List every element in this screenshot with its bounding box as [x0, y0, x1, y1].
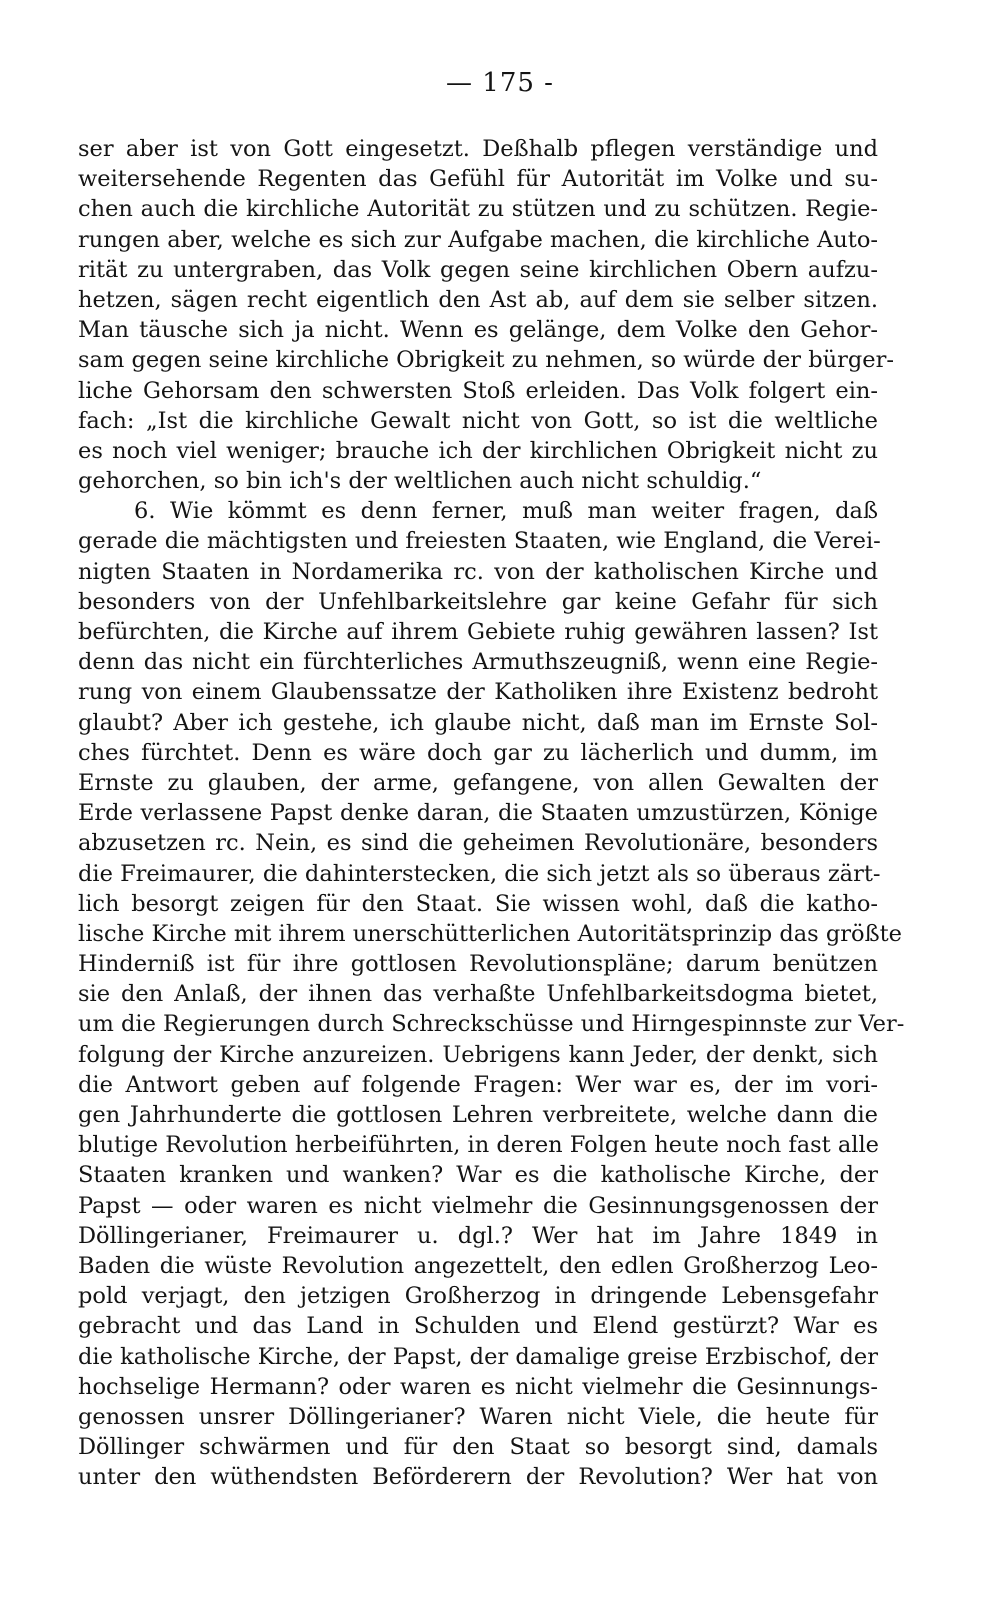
text-line: die Antwort geben auf folgende Fragen: Wer war es, der im vori- [78, 1071, 878, 1098]
text-line: sie den Anlaß, der ihnen das verhaßte Unfehlbarkeitsdogma bietet, [78, 981, 878, 1008]
text-line: Döllingerianer, Freimaurer u. dgl.? Wer hat im Jahre 1849 in [78, 1222, 878, 1249]
text-line: fach: „Ist die kirchliche Gewalt nicht von Gott, so ist die weltliche [78, 407, 878, 434]
text-line: Papst — oder waren es nicht vielmehr die Gesinnungsgenossen der [78, 1192, 878, 1219]
text-line: Döllinger schwärmen und für den Staat so besorgt sind, damals [78, 1434, 878, 1461]
text-line: hetzen, sägen recht eigentlich den Ast ab, auf dem sie selber sitzen. [78, 286, 878, 313]
text-line: Erde verlassene Papst denke daran, die Staaten umzustürzen, Könige [78, 800, 878, 827]
text-line: gerade die mächtigsten und freiesten Staaten, wie England, die Verei- [78, 528, 881, 555]
text-line: hochselige Hermann? oder waren es nicht vielmehr die Gesinnungs- [78, 1373, 878, 1400]
text-line: Ernste zu glauben, der arme, gefangene, von allen Gewalten der [78, 769, 878, 796]
text-line: liche Gehorsam den schwersten Stoß erleiden. Das Volk folgert ein- [78, 377, 878, 404]
text-line: Hinderniß ist für ihre gottlosen Revolutionspläne; darum benützen [78, 951, 878, 978]
text-line: die Freimaurer, die dahinterstecken, die sich jetzt als so überaus zärt- [78, 860, 881, 887]
text-line: genossen unsrer Döllingerianer? Waren nicht Viele, die heute für [78, 1403, 878, 1430]
text-line: ser aber ist von Gott eingesetzt. Deßhalb pflegen verständige und [78, 136, 878, 162]
text-line: unter den wüthendsten Beförderern der Revolution? Wer hat von [78, 1464, 878, 1491]
text-line: nigten Staaten in Nordamerika rc. von der katholischen Kirche und [78, 558, 878, 585]
page-number: — 175 - [446, 68, 554, 98]
text-line: befürchten, die Kirche auf ihrem Gebiete ruhig gewähren lassen? Ist [78, 619, 878, 645]
text-line: abzusetzen rc. Nein, es sind die geheimen Revolutionäre, besonders [78, 830, 878, 857]
text-line: besonders von der Unfehlbarkeitslehre gar keine Gefahr für sich [78, 588, 878, 615]
text-line: Baden die wüste Revolution angezettelt, den edlen Großherzog Leo- [78, 1252, 878, 1279]
body-text [78, 134, 905, 1492]
text-line: Man täusche sich ja nicht. Wenn es gelänge, dem Volke den Gehor- [78, 317, 878, 344]
text-line: lich besorgt zeigen für den Staat. Sie wissen wohl, daß die katho- [78, 890, 878, 917]
text-line: gebracht und das Land in Schulden und Elend gestürzt? War es [78, 1313, 878, 1340]
text-line: ches fürchtet. Denn es wäre doch gar zu lächerlich und dumm, im [78, 739, 878, 766]
text-line: chen auch die kirchliche Autorität zu stützen und zu schützen. Regie- [78, 196, 878, 223]
text-line: lische Kirche mit ihrem unerschütterlichen Autoritätsprinzip das größte [78, 920, 902, 947]
text-line: glaubt? Aber ich gestehe, ich glaube nicht, daß man im Ernste Sol- [78, 709, 878, 736]
text-line: rität zu untergraben, das Volk gegen seine kirchlichen Obern aufzu- [78, 256, 878, 283]
text-line: gehorchen, so bin ich's der weltlichen auch nicht schuldig.“ [78, 468, 762, 495]
text-line: blutige Revolution herbeiführten, in deren Folgen heute noch fast alle [78, 1132, 879, 1159]
text-line: gen Jahrhunderte die gottlosen Lehren verbreitete, welche dann die [78, 1102, 878, 1128]
text-line: es noch viel weniger; brauche ich der kirchlichen Obrigkeit nicht zu [78, 437, 878, 464]
text-line: rungen aber, welche es sich zur Aufgabe machen, die kirchliche Auto- [78, 226, 878, 253]
text-line: denn das nicht ein fürchterliches Armuthszeugniß, wenn eine Regie- [78, 649, 878, 676]
text-line: die katholische Kirche, der Papst, der damalige greise Erzbischof, der [78, 1343, 878, 1370]
text-line: Staaten kranken und wanken? War es die katholische Kirche, der [78, 1162, 878, 1189]
text-line: pold verjagt, den jetzigen Großherzog in dringende Lebensgefahr [78, 1283, 878, 1310]
text-line: weitersehende Regenten das Gefühl für Autorität im Volke und su- [78, 166, 878, 193]
paragraph-start-line: 6. Wie kömmt es denn ferner, muß man weiter fragen, daß [134, 498, 878, 525]
text-line: folgung der Kirche anzureizen. Uebrigens kann Jeder, der denkt, sich [78, 1041, 878, 1068]
text-line: sam gegen seine kirchliche Obrigkeit zu nehmen, so würde der bürger- [78, 347, 894, 374]
text-line: rung von einem Glaubenssatze der Katholiken ihre Existenz bedroht [78, 679, 878, 706]
text-line: um die Regierungen durch Schreckschüsse und Hirngespinnste zur Ver- [78, 1011, 905, 1038]
